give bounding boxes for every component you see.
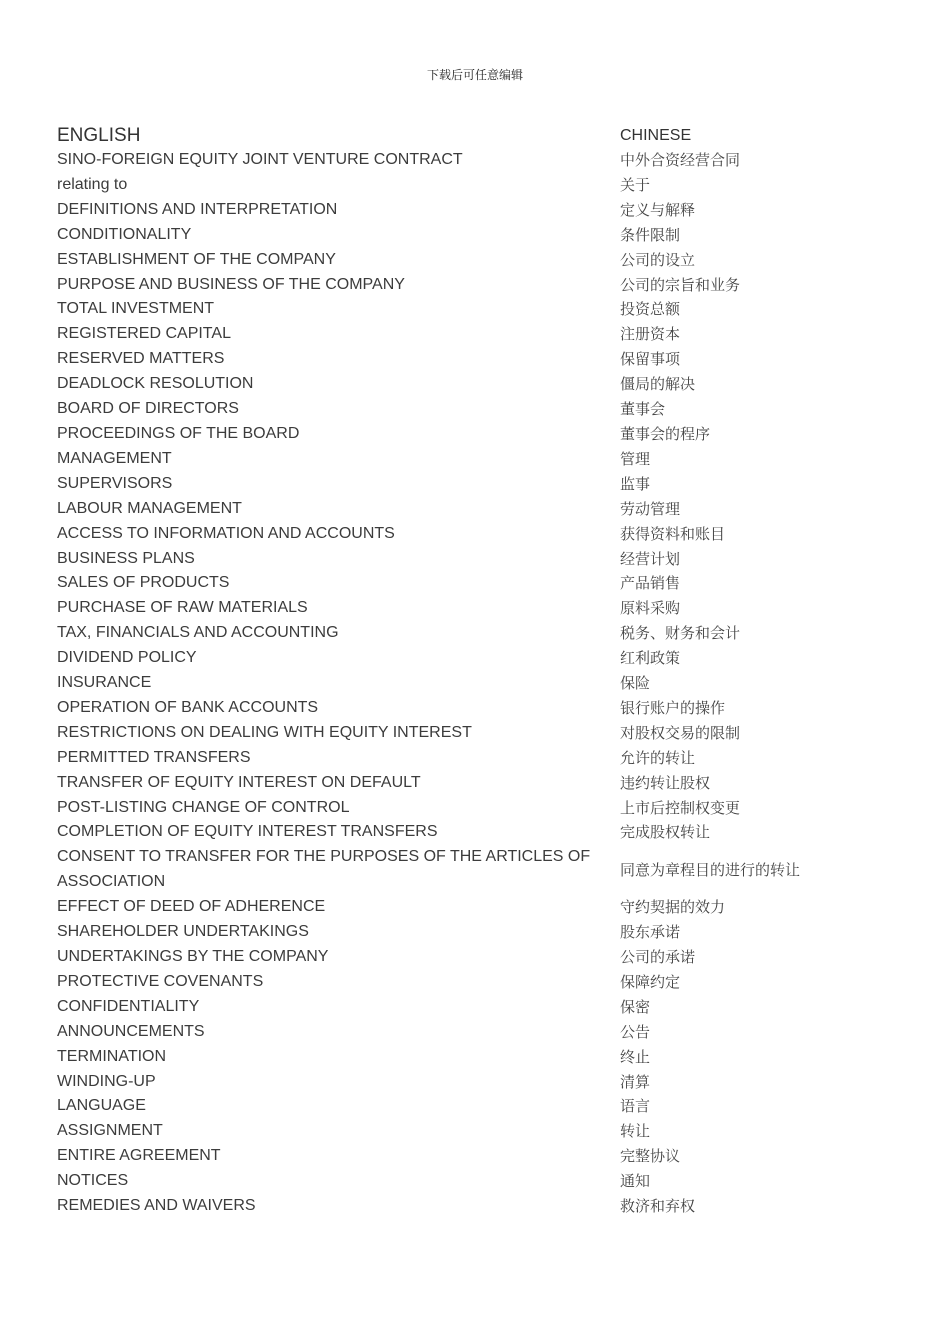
chinese-term: 注册资本 [620,325,681,344]
chinese-term: 语言 [620,1097,651,1116]
table-row [57,920,897,945]
chinese-term: 对股权交易的限制 [620,723,741,742]
chinese-term: 中外合资经营合同 [620,151,741,169]
chinese-term: 公司的设立 [620,250,696,269]
english-term: MANAGEMENT [57,449,172,467]
chinese-term: 同意为章程目的进行的转让 [620,860,801,879]
english-term: WINDING-UP [57,1072,156,1090]
chinese-term: 税务、财务和会计 [620,624,741,643]
chinese-term: 条件限制 [620,225,681,244]
english-term: COMPLETION OF EQUITY INTEREST TRANSFERS [57,823,438,841]
english-term: BUSINESS PLANS [57,549,195,567]
english-term: SINO-FOREIGN EQUITY JOINT VENTURE CONTRACT [57,151,463,168]
english-term: ACCESS TO INFORMATION AND ACCOUNTS [57,524,395,542]
table-row [57,248,897,273]
glossary-body [57,148,897,1219]
chinese-term: 公告 [620,1022,651,1041]
table-row [57,945,897,970]
chinese-term: 转让 [620,1122,651,1141]
chinese-term: 董事会的程序 [620,424,711,443]
english-term: LANGUAGE [57,1097,146,1115]
english-term: NOTICES [57,1172,129,1190]
english-term: RESERVED MATTERS [57,350,225,368]
table-row [57,372,897,397]
english-term: SHAREHOLDER UNDERTAKINGS [57,923,309,941]
chinese-term: 银行账户的操作 [620,698,726,717]
english-term: DEADLOCK RESOLUTION [57,375,254,393]
chinese-term: 完成股权转让 [620,823,711,842]
chinese-term: 公司的承诺 [620,948,696,966]
chinese-term: 定义与解释 [620,200,696,219]
chinese-term: 违约转让股权 [620,773,711,792]
table-row [57,447,897,472]
chinese-term: 监事 [620,474,651,493]
table-row [57,1169,897,1194]
chinese-term: 劳动管理 [620,499,681,518]
chinese-term: 允许的转让 [620,748,696,767]
english-term: RESTRICTIONS ON DEALING WITH EQUITY INTEREST [57,723,472,741]
english-term: CONFIDENTIALITY [57,997,200,1015]
table-row [57,522,897,547]
chinese-term: 管理 [620,449,651,468]
chinese-term: 完整协议 [620,1147,681,1166]
chinese-term: 股东承诺 [620,923,681,942]
table-row [57,995,897,1020]
english-term: REMEDIES AND WAIVERS [57,1197,256,1215]
chinese-term: 守约契据的效力 [620,898,726,917]
table-row [57,148,897,173]
table-row [57,671,897,696]
table-row [57,796,897,821]
english-term: BOARD OF DIRECTORS [57,400,239,418]
table-row [57,895,897,920]
chinese-term: 清算 [620,1072,651,1091]
english-term: TAX, FINANCIALS AND ACCOUNTING [57,624,339,642]
table-row [57,273,897,298]
table-row [57,1119,897,1144]
table-row [57,571,897,596]
chinese-term: 原料采购 [620,599,681,618]
table-row [57,1020,897,1045]
chinese-term: 投资总额 [620,300,681,319]
table-row [57,1045,897,1070]
table-row [57,845,897,895]
table-row [57,621,897,646]
table-row [57,173,897,198]
english-term: TRANSFER OF EQUITY INTEREST ON DEFAULT [57,773,421,791]
english-term: CONSENT TO TRANSFER FOR THE PURPOSES OF THE ARTICLES OF ASSOCIATION [57,848,591,891]
table-row [57,223,897,248]
page-header-note: 下载后可任意编辑 [426,68,523,82]
english-term: DEFINITIONS AND INTERPRETATION [57,200,338,218]
table-row [57,721,897,746]
table-row [57,547,897,572]
chinese-term: 产品销售 [620,574,681,593]
table-row [57,646,897,671]
english-term: ASSIGNMENT [57,1122,163,1140]
column-header-english: ENGLISH [57,125,141,146]
chinese-term: 公司的宗旨和业务 [620,275,741,294]
english-term: INSURANCE [57,674,152,692]
english-term: PERMITTED TRANSFERS [57,748,251,766]
english-term: ANNOUNCEMENTS [57,1022,205,1040]
english-term: PROCEEDINGS OF THE BOARD [57,424,300,442]
table-row [57,422,897,447]
table-row [57,397,897,422]
english-term: TOTAL INVESTMENT [57,300,215,318]
english-term: POST-LISTING CHANGE OF CONTROL [57,798,350,816]
english-term: LABOUR MANAGEMENT [57,499,242,517]
chinese-term: 通知 [620,1172,651,1191]
english-term: ENTIRE AGREEMENT [57,1147,221,1165]
chinese-term: 保密 [620,997,651,1016]
table-row [57,820,897,845]
english-term: PROTECTIVE COVENANTS [57,972,264,990]
table-row [57,347,897,372]
english-term: EFFECT OF DEED OF ADHERENCE [57,898,326,916]
table-row [57,596,897,621]
table-row [57,746,897,771]
chinese-term: 红利政策 [620,649,681,668]
english-term: CONDITIONALITY [57,225,192,243]
chinese-term: 救济和弃权 [620,1197,696,1216]
chinese-term: 董事会 [620,400,666,419]
table-row [57,1070,897,1095]
english-term: TERMINATION [57,1047,167,1065]
table-row [57,771,897,796]
table-header-row [57,124,897,148]
table-row [57,1194,897,1219]
glossary-table [57,124,897,1219]
chinese-term: 经营计划 [620,549,681,568]
chinese-term: 保留事项 [620,350,681,369]
chinese-term: 终止 [620,1047,651,1066]
english-term: DIVIDEND POLICY [57,649,197,667]
table-row [57,198,897,223]
chinese-term: 僵局的解决 [620,375,696,394]
english-term: SALES OF PRODUCTS [57,574,230,592]
table-row [57,297,897,322]
table-row [57,322,897,347]
chinese-term: 保障约定 [620,972,681,991]
chinese-term: 上市后控制权变更 [620,798,741,817]
english-term: PURPOSE AND BUSINESS OF THE COMPANY [57,275,405,293]
chinese-term: 关于 [620,175,651,194]
table-row [57,1144,897,1169]
english-term: SUPERVISORS [57,474,173,492]
english-term: relating to [57,175,128,193]
chinese-term: 获得资料和账目 [620,524,726,543]
english-term: REGISTERED CAPITAL [57,325,231,343]
english-term: OPERATION OF BANK ACCOUNTS [57,698,319,716]
english-term: PURCHASE OF RAW MATERIALS [57,599,308,617]
table-row [57,472,897,497]
english-term: ESTABLISHMENT OF THE COMPANY [57,250,336,268]
column-header-chinese: CHINESE [620,127,692,144]
table-row [57,696,897,721]
table-row [57,1094,897,1119]
table-row [57,970,897,995]
english-term: UNDERTAKINGS BY THE COMPANY [57,948,329,965]
table-row [57,497,897,522]
chinese-term: 保险 [620,674,651,693]
